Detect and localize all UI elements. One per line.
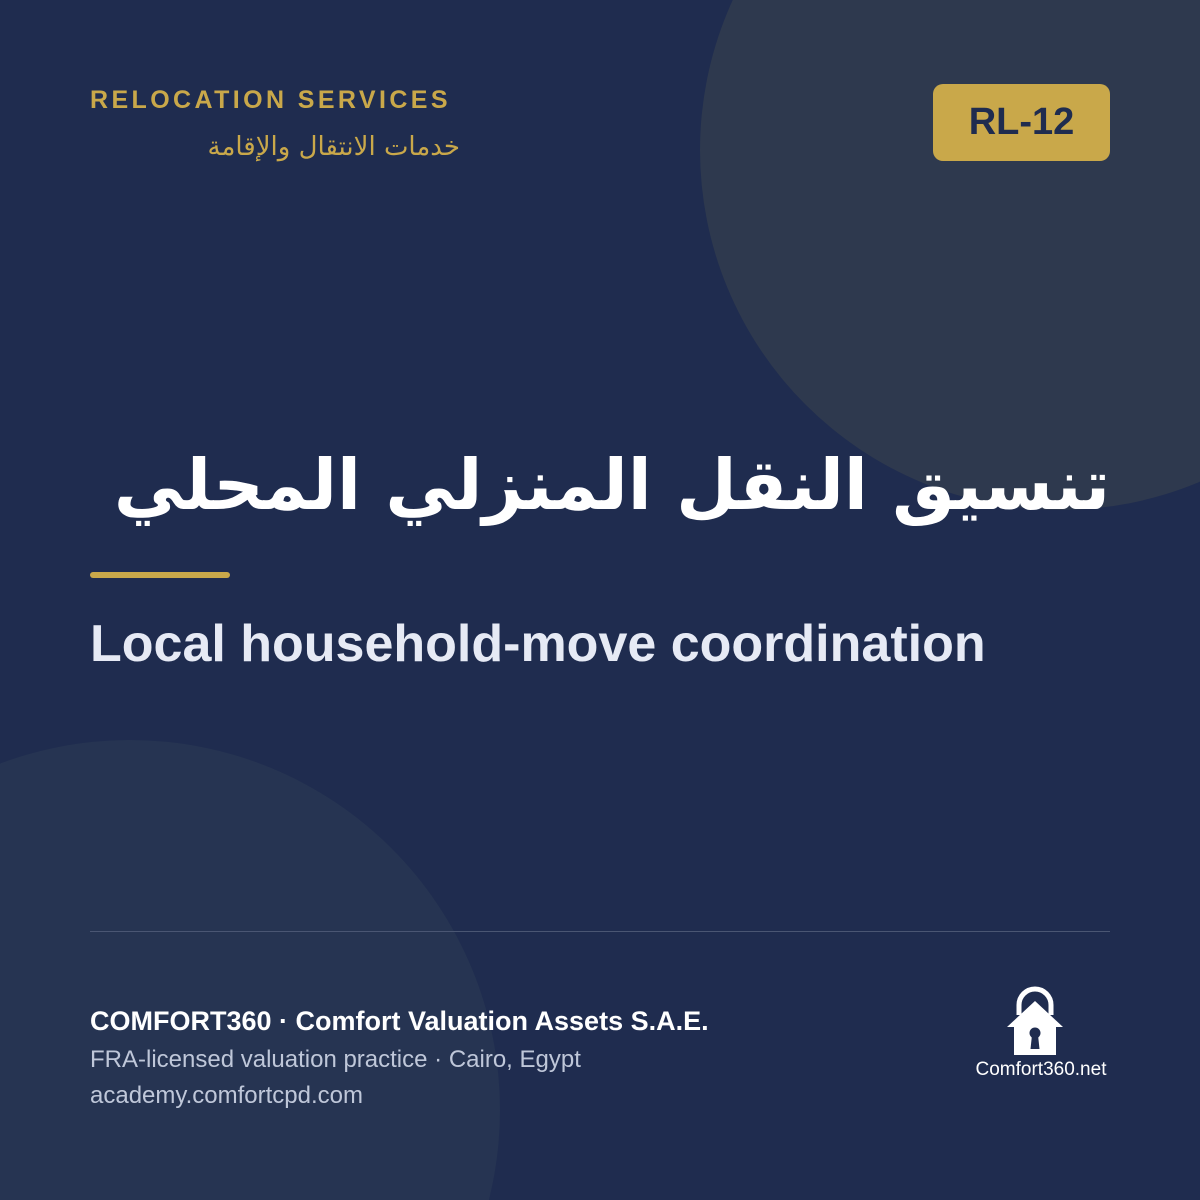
logo-wordmark: Comfort360.net (975, 1059, 1107, 1080)
service-code-badge: RL-12 (933, 84, 1110, 161)
footer-company-name: COMFORT360 · Comfort Valuation Assets S.A.E. (90, 1006, 709, 1036)
category-label-en: RELOCATION SERVICES (90, 86, 451, 114)
decorative-circle-bottom (0, 740, 500, 1200)
accent-divider (90, 572, 230, 578)
category-label-ar: خدمات الانتقال والإقامة (207, 132, 460, 162)
page-title-en: Local household-move coordination (90, 615, 986, 673)
brand-logo[interactable] (960, 985, 1110, 1085)
house-lock-icon (1005, 985, 1065, 1057)
decorative-circle-top (700, 0, 1200, 510)
page-title-ar: تنسيق النقل المنزلي المحلي (113, 444, 1110, 526)
footer-license-text: FRA-licensed valuation practice · Cairo, Egypt (90, 1046, 581, 1073)
footer-website-link[interactable]: academy.comfortcpd.com (90, 1082, 363, 1109)
footer-divider (90, 931, 1110, 932)
